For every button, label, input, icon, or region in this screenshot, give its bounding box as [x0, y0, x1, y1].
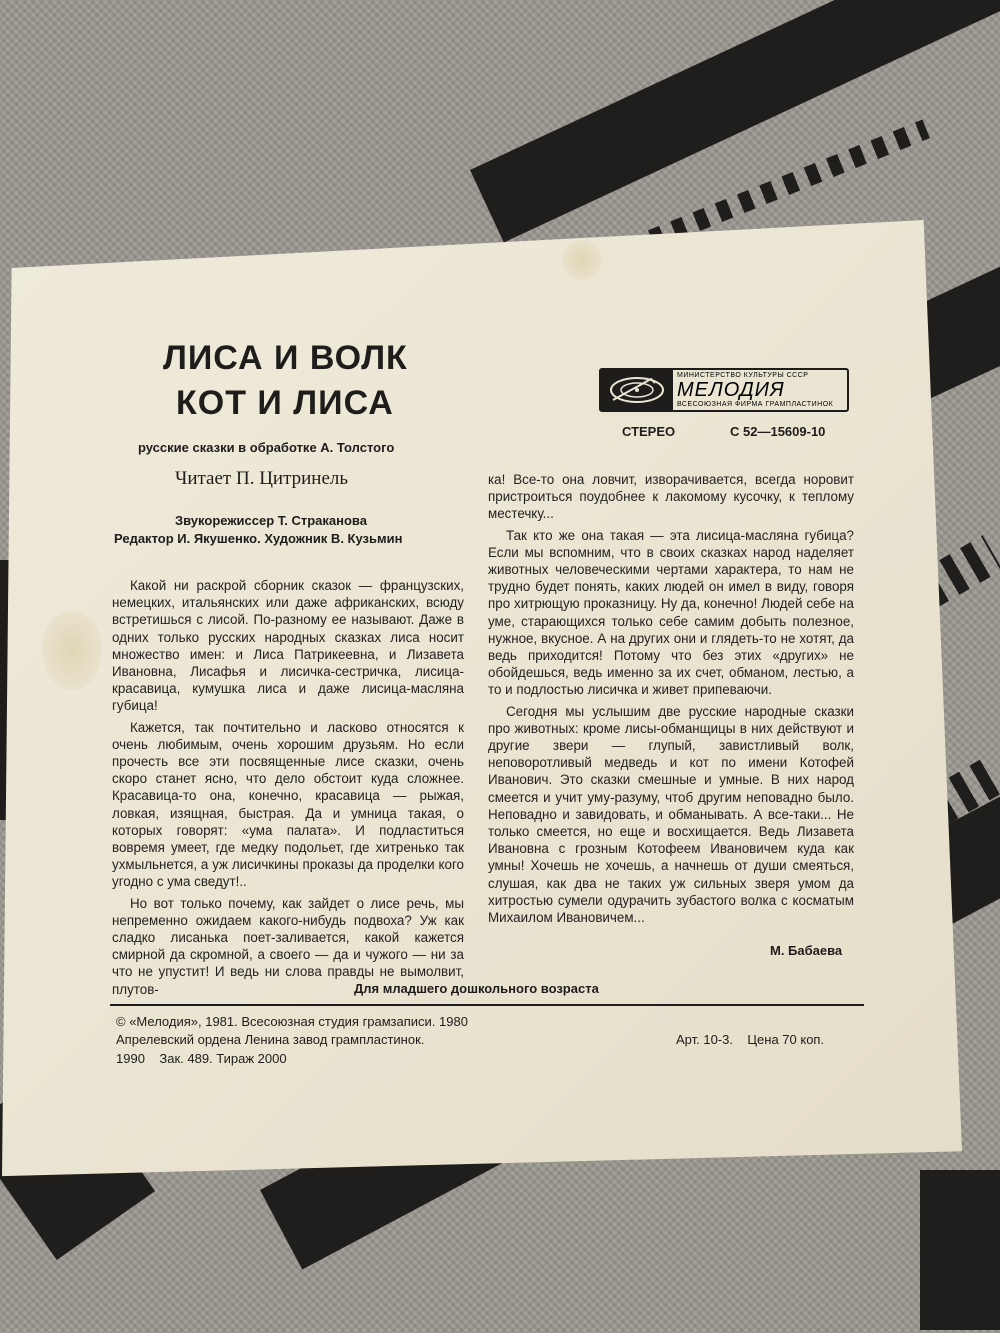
melodiya-logo-icon — [601, 370, 673, 410]
stereo-label: СТЕРЕО — [622, 424, 676, 439]
liner-paragraph: Сегодня мы услышим две русские народные сказки про животных: кроме лисы-обманщицы в них действуют и другие звери — глупый, завистливый волк, неповоротливый медведь и кот по имени Котофей Иванович. Это сказки смешные и умные. В них народ смеется и учит уму-разуму, чтоб другим неповадно было. Неповадно и завидовать, и обманывать. А все-таки... Не только смеется, но еще и восхищается. Ведь Лизавета Ивановна с грозным Котофеем Ивановичем куда как умны! Хочешь не хочешь, а начнешь от души смеяться, слушая, как два не таких уж сильных зверя умом да хитростью сумели одурачить зубастого волка с косматым Михаилом Ивановичем... — [488, 703, 854, 926]
liner-notes-left-column — [112, 577, 464, 1002]
liner-paragraph: Так кто же она такая — эта лисица-масляна губица? Если мы вспомним, что в своих сказках народ наделяет животных человеческими чертами характера, то нам не трудно будет понять, каких людей он имел в виду, говоря про хитрющую проказницу. Ну да, конечно! Людей себе на уме, старающихся только себе самим добыть полезное, нужное, вкусное. А на других они и глядеть-то не хотят, да ведь приходится! Потому что без этих «других» не обойдешься, ведь именно за их счет, обманом, лестью, а то и подлостью лисичка и живет припеваючи. — [488, 527, 854, 698]
print-run-line: 1990 Зак. 489. Тираж 2000 — [116, 1051, 287, 1066]
logo-firm-text: ВСЕСОЮЗНАЯ ФИРМА ГРАМПЛАСТИНОК — [677, 401, 834, 408]
album-title-line1: ЛИСА И ВОЛК — [163, 339, 408, 377]
album-subtitle: русские сказки в обработке А. Толстого — [138, 440, 395, 455]
price-line: Арт. 10-3. Цена 70 коп. — [676, 1032, 825, 1047]
liner-paragraph: Какой ни раскрой сборник сказок — французских, немецких, итальянских или даже африканских, всюду встретишься с лисой. По-разному ее называют. Даже в одних только русских народных сказках лиса носит множество имен: и Лиса Патрикеевна, и Лизавета Ивановна, Лисафья и лисичка-сестричка, лисица-красавица, кумушка лиса и даже лисица-масляна губица! — [112, 578, 464, 714]
reader-credit: Читает П. Цитринель — [175, 468, 349, 489]
age-recommendation: Для младшего дошкольного возраста — [354, 981, 599, 996]
notes-author: М. Бабаева — [770, 943, 843, 958]
liner-paragraph: Но вот только почему, как зайдет о лисе речь, мы непременно ожидаем какого-нибудь подвоха? Уж как сладко лисанька поет-заливается, какой кажется смирной да скромной, а своего — да и чужого — ни за что не упустит! И ведь ни слова правды не вымолвит, плутов- — [112, 895, 464, 997]
logo-ministry-text: МИНИСТЕРСТВО КУЛЬТУРЫ СССР — [677, 372, 809, 379]
stain — [42, 610, 102, 690]
album-title-line2: КОТ И ЛИСА — [176, 384, 394, 422]
melodiya-logo — [599, 368, 849, 412]
stain — [562, 240, 602, 280]
sound-engineer-credit: Звукорежиссер Т. Страканова — [175, 513, 367, 528]
liner-paragraph: Кажется, так почтительно и ласково относятся к очень любимым, очень хорошим друзьям. Но если прочесть все эти посвященные лисе сказки, очень скоро станет ясно, что дело обстоит куда сложнее. Красавица-то она, конечно, красавица — рыжая, ловкая, изящная, быстрая. Да и умница такая, о которых говорят: «ума палата». И подластиться вовремя умеет, где медку подольет, где хитренько так ухмыльнется, а уж лисичкины проказы да проделки кого угодно с ума сведут!.. — [112, 719, 464, 890]
footer-divider — [110, 1004, 864, 1006]
copyright-line: © «Мелодия», 1981. Всесоюзная студия грамзаписи. 1980 — [116, 1014, 468, 1029]
editor-artist-credit: Редактор И. Якушенко. Художник В. Кузьмин — [114, 531, 403, 546]
logo-brand-text: МЕЛОДИЯ — [677, 379, 785, 401]
plant-line: Апрелевский ордена Ленина завод грампластинок. — [116, 1032, 425, 1047]
liner-paragraph: ка! Все-то она ловчит, изворачивается, всегда норовит пристроиться поудобнее к лакомому кусочку, к теплому местечку... — [488, 472, 854, 522]
carpet-pattern-band — [920, 1170, 1000, 1330]
catalog-number: С 52—15609-10 — [730, 424, 826, 439]
liner-notes-right-column — [488, 471, 854, 930]
